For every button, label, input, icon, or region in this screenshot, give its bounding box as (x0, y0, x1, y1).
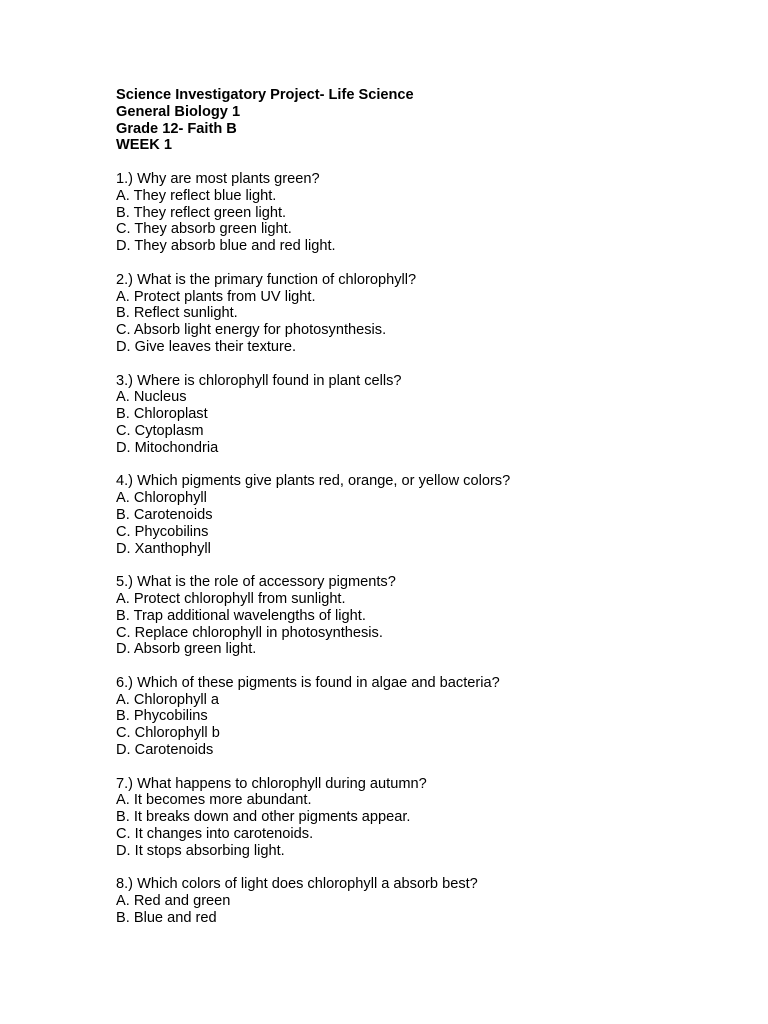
question-7 (116, 776, 716, 860)
option-b: B. Blue and red (116, 910, 217, 927)
option-d: D. Carotenoids (116, 742, 214, 759)
option-d: D. Absorb green light. (116, 641, 257, 658)
option-b: B. Phycobilins (116, 708, 208, 725)
option-b: B. Carotenoids (116, 506, 213, 523)
option-d: D. It stops absorbing light. (116, 842, 285, 859)
option-b: B. Reflect sunlight. (116, 305, 238, 322)
document-header (116, 87, 716, 154)
option-c: C. Absorb light energy for photosynthesis. (116, 322, 387, 339)
option-a: A. Chlorophyll a (116, 691, 220, 708)
option-d: D. Xanthophyll (116, 540, 211, 557)
question-5 (116, 574, 716, 658)
header-subject: General Biology 1 (116, 103, 241, 120)
option-d: D. Mitochondria (116, 439, 219, 456)
question-text: 2.) What is the primary function of chlorophyll? (116, 271, 417, 288)
option-a: A. Nucleus (116, 389, 187, 406)
question-text: 1.) Why are most plants green? (116, 170, 320, 187)
option-a: A. Red and green (116, 893, 231, 910)
question-2 (116, 272, 716, 356)
option-c: C. They absorb green light. (116, 221, 292, 238)
header-week: WEEK 1 (116, 137, 172, 154)
question-text: 7.) What happens to chlorophyll during autumn? (116, 775, 427, 792)
option-b: B. They reflect green light. (116, 204, 287, 221)
option-b: B. It breaks down and other pigments appear. (116, 809, 411, 826)
option-b: B. Trap additional wavelengths of light. (116, 607, 366, 624)
question-3 (116, 373, 716, 457)
question-text: 3.) Where is chlorophyll found in plant cells? (116, 372, 402, 389)
question-text: 6.) Which of these pigments is found in algae and bacteria? (116, 674, 500, 691)
header-grade-section: Grade 12- Faith B (116, 120, 237, 137)
option-a: A. Protect plants from UV light. (116, 288, 316, 305)
question-text: 5.) What is the role of accessory pigments? (116, 574, 396, 591)
document-page (116, 87, 716, 927)
option-c: C. It changes into carotenoids. (116, 826, 314, 843)
option-a: A. Chlorophyll (116, 490, 207, 507)
option-b: B. Chloroplast (116, 406, 208, 423)
header-title: Science Investigatory Project- Life Science (116, 87, 414, 103)
option-c: C. Chlorophyll b (116, 725, 220, 742)
option-d: D. They absorb blue and red light. (116, 238, 336, 255)
question-text: 8.) Which colors of light does chlorophyll a absorb best? (116, 876, 478, 893)
option-a: A. Protect chlorophyll from sunlight. (116, 590, 346, 607)
option-c: C. Replace chlorophyll in photosynthesis. (116, 624, 383, 641)
question-4 (116, 473, 716, 557)
question-text: 4.) Which pigments give plants red, orange, or yellow colors? (116, 473, 511, 490)
option-c: C. Phycobilins (116, 523, 209, 540)
option-c: C. Cytoplasm (116, 422, 204, 439)
option-a: A. They reflect blue light. (116, 187, 277, 204)
question-8 (116, 876, 716, 926)
option-a: A. It becomes more abundant. (116, 792, 312, 809)
question-1 (116, 171, 716, 255)
option-d: D. Give leaves their texture. (116, 338, 297, 355)
question-6 (116, 675, 716, 759)
